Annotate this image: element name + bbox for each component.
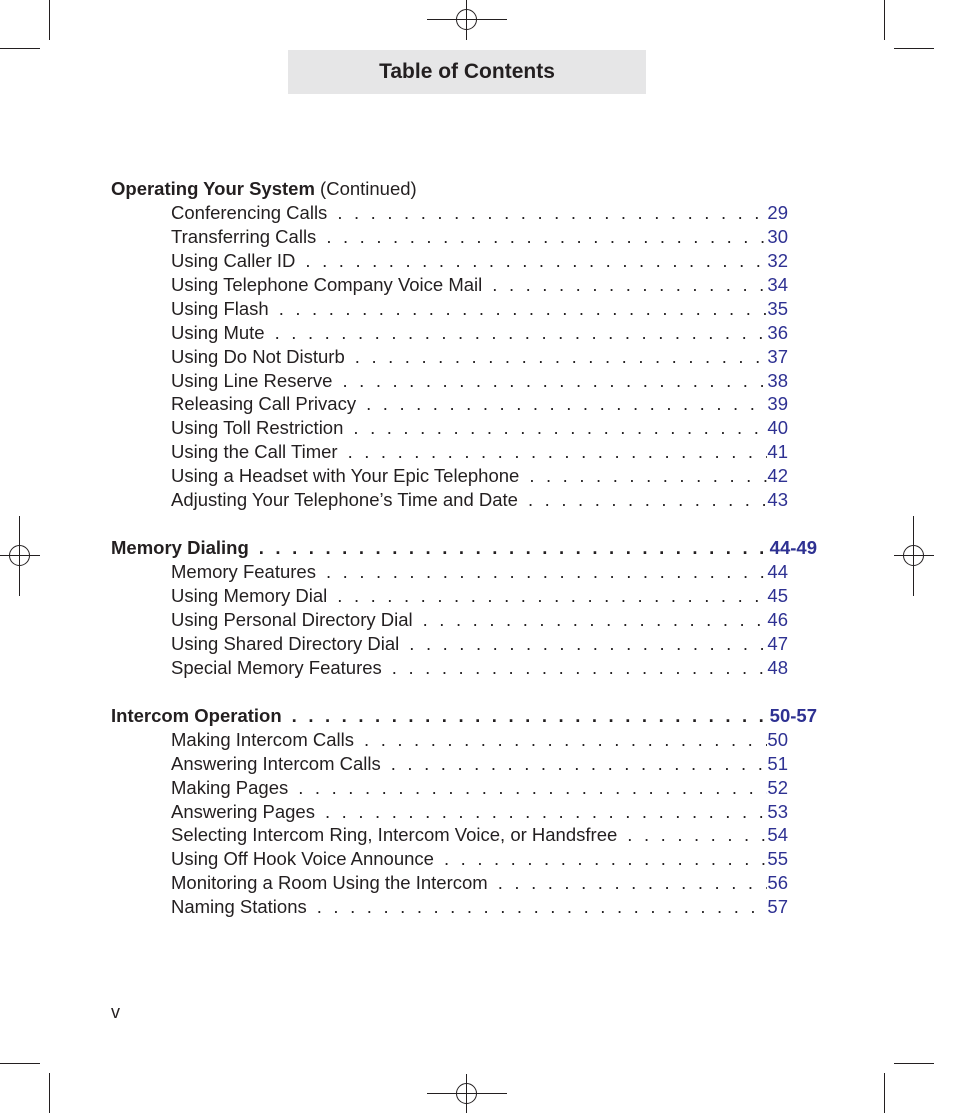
entry-label: Selecting Intercom Ring, Intercom Voice, or Handsfree	[171, 824, 618, 846]
dot-leader	[305, 249, 767, 273]
entry-page-number[interactable]: 57	[767, 896, 788, 918]
dot-leader	[298, 776, 767, 800]
section-heading[interactable]	[111, 704, 817, 728]
dot-leader	[392, 656, 768, 680]
section-heading[interactable]	[111, 177, 817, 201]
section-suffix: (Continued)	[320, 178, 417, 199]
dot-leader	[348, 440, 768, 464]
dot-leader	[492, 273, 767, 297]
dot-leader	[528, 488, 767, 512]
entry-label: Using Mute	[171, 321, 265, 343]
entry-label: Using Toll Restriction	[171, 417, 344, 439]
entry-page-number[interactable]: 50	[767, 728, 788, 750]
toc-entry[interactable]	[111, 249, 788, 273]
entry-page-number[interactable]: 47	[767, 632, 788, 654]
entry-page-number[interactable]: 36	[767, 321, 788, 343]
dot-leader	[409, 632, 767, 656]
toc-section	[111, 177, 821, 512]
entry-page-number[interactable]: 29	[767, 201, 788, 223]
section-title	[111, 536, 249, 560]
entry-label: Using the Call Timer	[171, 441, 338, 463]
dot-leader	[364, 728, 767, 752]
toc-entry[interactable]	[111, 345, 788, 369]
entry-page-number[interactable]: 38	[767, 369, 788, 391]
page-number: v	[111, 1002, 120, 1022]
entry-label: Using Telephone Company Voice Mail	[171, 273, 483, 295]
section-title-text: Operating Your System	[111, 178, 315, 199]
toc-entry[interactable]	[111, 297, 788, 321]
dot-leader	[337, 584, 767, 608]
entry-label: Monitoring a Room Using the Intercom	[171, 872, 488, 894]
toc-section	[111, 536, 821, 680]
toc-entry[interactable]	[111, 369, 788, 393]
dot-leader	[627, 823, 767, 847]
toc-entry[interactable]	[111, 871, 788, 895]
entry-label: Using Caller ID	[171, 249, 296, 271]
toc-entry[interactable]	[111, 608, 788, 632]
dot-leader	[317, 895, 768, 919]
entry-label: Using a Headset with Your Epic Telephone	[171, 465, 520, 487]
entry-label: Transferring Calls	[171, 225, 317, 247]
toc-entry[interactable]	[111, 823, 788, 847]
entry-label: Special Memory Features	[171, 656, 382, 678]
entry-label: Answering Intercom Calls	[171, 752, 381, 774]
entry-label: Making Pages	[171, 776, 289, 798]
section-page-range[interactable]: 50-57	[769, 704, 817, 726]
toc-entry[interactable]	[111, 225, 788, 249]
toc-entry[interactable]	[111, 464, 788, 488]
entry-page-number[interactable]: 54	[767, 824, 788, 846]
dot-leader	[337, 201, 767, 225]
entry-page-number[interactable]: 42	[767, 465, 788, 487]
section-title	[111, 704, 282, 728]
dot-leader	[498, 871, 768, 895]
dot-leader	[292, 704, 770, 728]
section-title-text: Intercom Operation	[111, 704, 282, 726]
entry-page-number[interactable]: 55	[767, 848, 788, 870]
entry-label: Using Line Reserve	[171, 369, 333, 391]
toc-entry[interactable]	[111, 752, 788, 776]
toc-entry[interactable]	[111, 895, 788, 919]
toc-entry[interactable]	[111, 728, 788, 752]
entry-page-number[interactable]: 52	[767, 776, 788, 798]
toc-entry[interactable]	[111, 488, 788, 512]
entry-page-number[interactable]: 37	[767, 345, 788, 367]
entry-label: Conferencing Calls	[171, 201, 328, 223]
dot-leader	[529, 464, 767, 488]
title-banner	[288, 50, 646, 94]
dot-leader	[444, 847, 767, 871]
entry-page-number[interactable]: 39	[767, 393, 788, 415]
section-title	[111, 177, 417, 201]
toc-entry[interactable]	[111, 440, 788, 464]
toc-entry[interactable]	[111, 273, 788, 297]
entry-page-number[interactable]: 40	[767, 417, 788, 439]
page-title: Table of Contents	[379, 60, 555, 83]
toc-entry[interactable]	[111, 560, 788, 584]
toc-entry[interactable]	[111, 847, 788, 871]
dot-leader	[423, 608, 768, 632]
dot-leader	[366, 392, 767, 416]
entry-page-number[interactable]: 46	[767, 608, 788, 630]
toc-entry[interactable]	[111, 776, 788, 800]
entry-label: Releasing Call Privacy	[171, 393, 357, 415]
entry-label: Making Intercom Calls	[171, 728, 355, 750]
entry-page-number[interactable]: 56	[767, 872, 788, 894]
table-of-contents	[111, 177, 821, 943]
entry-page-number[interactable]: 41	[767, 441, 788, 463]
entry-label: Using Shared Directory Dial	[171, 632, 400, 654]
entry-page-number[interactable]: 35	[767, 297, 788, 319]
dot-leader	[353, 416, 767, 440]
toc-entry[interactable]	[111, 800, 788, 824]
toc-entry[interactable]	[111, 584, 788, 608]
dot-leader	[391, 752, 768, 776]
dot-leader	[326, 560, 767, 584]
entry-page-number[interactable]: 45	[767, 585, 788, 606]
entry-label: Naming Stations	[171, 896, 307, 918]
entry-label: Using Personal Directory Dial	[171, 608, 413, 630]
toc-section	[111, 704, 821, 919]
dot-leader	[279, 297, 768, 321]
entry-label: Using Do Not Disturb	[171, 345, 345, 367]
entry-label: Adjusting Your Telephone’s Time and Date	[171, 489, 518, 511]
toc-entry[interactable]	[111, 392, 788, 416]
entry-page-number[interactable]: 32	[767, 249, 788, 271]
entry-page-number[interactable]: 30	[767, 225, 788, 247]
dot-leader	[259, 536, 770, 560]
entry-label: Using Off Hook Voice Announce	[171, 848, 434, 870]
entry-page-number[interactable]: 48	[767, 656, 788, 678]
entry-page-number[interactable]: 51	[767, 752, 788, 774]
toc-entry[interactable]	[111, 416, 788, 440]
entry-label: Using Flash	[171, 297, 269, 319]
dot-leader	[325, 800, 767, 824]
entry-label: Using Memory Dial	[171, 585, 328, 606]
section-title-text: Memory Dialing	[111, 537, 249, 559]
toc-entry[interactable]	[111, 632, 788, 656]
toc-entry[interactable]	[111, 321, 788, 345]
dot-leader	[326, 225, 767, 249]
section-page-range[interactable]: 44-49	[769, 537, 817, 559]
section-heading[interactable]	[111, 536, 817, 560]
toc-entry[interactable]	[111, 656, 788, 680]
entry-page-number[interactable]: 34	[767, 273, 788, 295]
dot-leader	[355, 345, 768, 369]
entry-label: Memory Features	[171, 561, 316, 583]
toc-entry[interactable]	[111, 201, 788, 225]
entry-page-number[interactable]: 53	[767, 800, 788, 822]
dot-leader	[275, 321, 768, 345]
entry-label: Answering Pages	[171, 800, 315, 822]
entry-page-number[interactable]: 44	[767, 561, 788, 583]
entry-page-number[interactable]: 43	[767, 489, 788, 511]
dot-leader	[342, 369, 767, 393]
